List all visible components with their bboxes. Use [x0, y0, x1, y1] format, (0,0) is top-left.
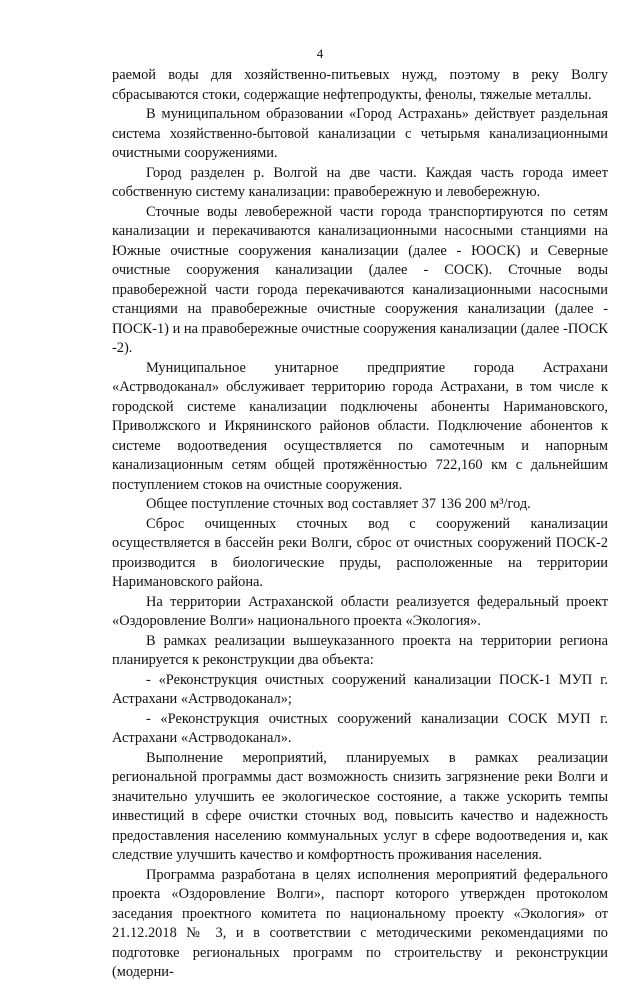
document-body [112, 66, 608, 983]
paragraph: В муниципальном образовании «Город Астрахань» действует раздельная система хозяйственно-бытовой канализации с четырьмя канализационными очистными сооружениями. [112, 106, 608, 161]
paragraph: Общее поступление сточных вод составляет 37 136 200 м³/год. [146, 496, 531, 512]
paragraph: Программа разработана в целях исполнения мероприятий федерального проекта «Оздоровление Волги», паспорт которого утвержден протоколом заседания проектного комитета по национальному проекту «Экология» от 21.12.2018 № 3, и в соответствии с методическими рекомендациями по подготовке региональных программ по строительству и реконструкции (модерни- [112, 866, 608, 980]
paragraph: На территории Астраханской области реализуется федеральный проект «Оздоровление Волги» национального проекта «Экология». [112, 593, 608, 629]
paragraph: В рамках реализации вышеуказанного проекта на территории региона планируется к реконструкции два объекта: [112, 632, 608, 668]
list-item: - «Реконструкция очистных сооружений канализации ПОСК-1 МУП г. Астрахани «Астрводоканал»; [112, 671, 608, 707]
paragraph-continuation: раемой воды для хозяйственно-питьевых нужд, поэтому в реку Волгу сбрасываются стоки, содержащие нефтепродукты, фенолы, тяжелые металлы. [112, 67, 608, 103]
list-item: - «Реконструкция очистных сооружений канализации СОСК МУП г. Астрахани «Астрводоканал». [112, 710, 608, 746]
paragraph: Город разделен р. Волгой на две части. Каждая часть города имеет собственную систему канализации: правобережную и левобережную. [112, 164, 608, 200]
page-number: 4 [316, 46, 324, 61]
paragraph: Сточные воды левобережной части города транспортируются по сетям канализации и перекачиваются канализационными насосными станциями на Южные очистные сооружения канализации (далее - ЮОСК) и Северные очистные сооружения канализации (далее - СОСК). Сточные воды правобережной части города перекачиваются канализационными насосными станциями на правобережные очистные сооружения канализации (далее - ПОСК-1) и на правобережные очистные сооружения канализации (далее -ПОСК -2). [112, 203, 608, 356]
paragraph: Муниципальное унитарное предприятие города Астрахани «Астрводоканал» обслуживает территорию города Астрахани, в том числе к городской системе канализации подключены абоненты Наримановского, Приволжского и Икрянинского районов области. Подключение абонентов к системе водоотведения осуществляется по самотечным и напорным канализационным сетям общей протяжённостью 722,160 км с дальнейшим поступлением стоков на очистные сооружения. [112, 359, 608, 493]
paragraph: Сброс очищенных сточных вод с сооружений канализации осуществляется в бассейн реки Волги, сброс от очистных сооружений ПОСК-2 производится в биологические пруды, расположенные на территории Наримановского района. [112, 515, 608, 590]
paragraph: Выполнение мероприятий, планируемых в рамках реализации региональной программы даст возможность снизить загрязнение реки Волги и значительно улучшить ее экологическое состояние, а также ускорить темпы инвестиций в сфере очистки сточных вод, повысить качество и надежность предоставления населению коммунальных услуг в сфере водоотведения и, как следствие улучшить качество и комфортность проживания населения. [112, 749, 608, 863]
